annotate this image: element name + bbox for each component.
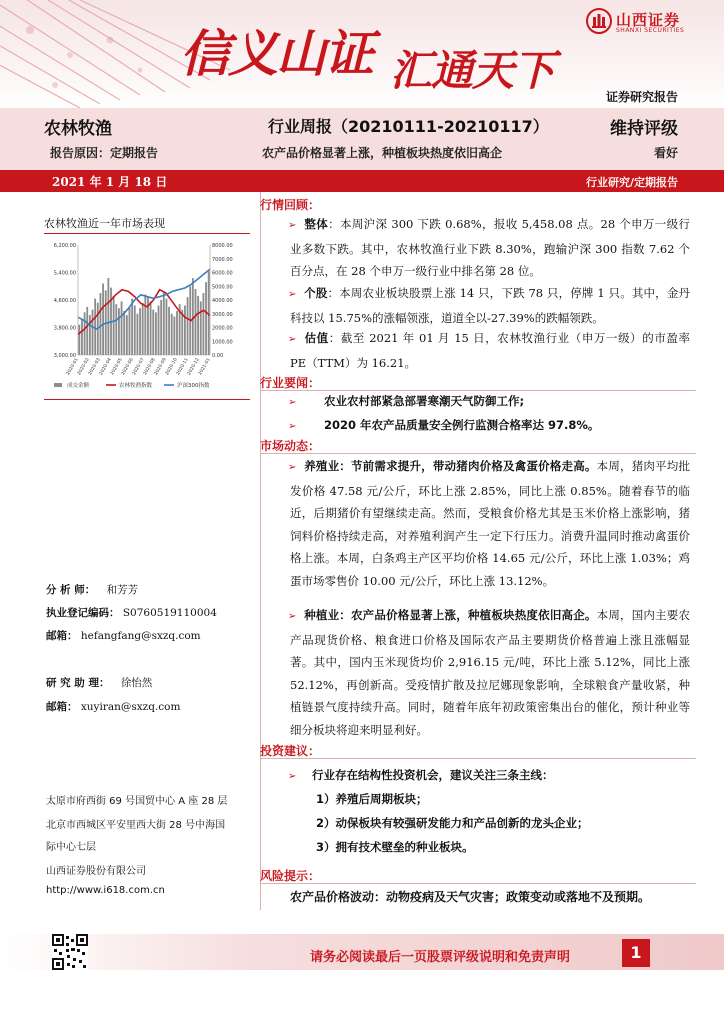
- logo-name-cn: 山西证券: [616, 11, 681, 29]
- news-item-1: [290, 393, 524, 409]
- volume-bar: [113, 296, 115, 355]
- y-right-tick-label: 7000.00: [212, 256, 233, 263]
- planting-label: 种植业：农产品价格显著上涨，种植板块热度依旧高企。: [304, 608, 597, 622]
- volume-bar: [78, 325, 80, 355]
- x-tick-label: 2020-07: [131, 357, 146, 377]
- arrow-icon: ➢: [288, 421, 297, 432]
- y-right-tick-label: 1000.00: [212, 339, 233, 346]
- market-chart: [44, 215, 250, 401]
- email2-line: [46, 699, 180, 714]
- news-1-text: 农业农村部紧急部署寒潮天气防御工作;: [324, 394, 525, 408]
- volume-bar: [100, 293, 102, 355]
- section-rule: [260, 453, 696, 454]
- x-tick-label: 2020-02: [76, 357, 91, 377]
- y-right-tick-label: 3000.00: [212, 311, 233, 318]
- section-invest-title: 投资建议：: [260, 744, 321, 758]
- y-left-tick-label: 4,600.00: [53, 298, 76, 304]
- arrow-icon: ➢: [288, 289, 297, 300]
- volume-bar: [123, 311, 125, 355]
- arrow-icon: ➢: [288, 462, 297, 473]
- section-risk-title: 风险提示：: [260, 869, 321, 883]
- address-line-2: 北京市西城区平安里西大街 28 号中海国: [46, 820, 226, 831]
- volume-bar: [197, 296, 199, 355]
- report-headline: 农产品价格显著上涨，种植板块热度依旧高企: [262, 146, 503, 160]
- market-breeding: [290, 455, 690, 592]
- section-market-title: 市场动态：: [260, 439, 321, 453]
- email2-link[interactable]: xuyiran@sxzq.com: [80, 701, 181, 713]
- address-line-1: 太原市府西街 69 号国贸中心 A 座 28 层: [46, 796, 228, 807]
- arrow-icon: ➢: [288, 611, 297, 622]
- volume-bar: [136, 314, 138, 355]
- invest-main: [290, 767, 554, 783]
- news-item-2: [290, 417, 599, 433]
- report-type: 行业研究/定期报告: [585, 176, 678, 189]
- volume-bar: [176, 311, 178, 355]
- assistant-name: 徐怡然: [120, 677, 153, 689]
- legend-label: 沪深300指数: [177, 383, 210, 389]
- chart-canvas: [44, 237, 250, 397]
- x-tick-label: 2020-04: [98, 357, 113, 377]
- assistant-line: [46, 675, 152, 690]
- volume-bar: [115, 304, 117, 355]
- invest-main-text: 行业存在结构性投资机会，建议关注三条主线：: [312, 768, 554, 782]
- analyst-label: 分 析 师：: [46, 584, 96, 596]
- cert-label: 执业登记编码：: [46, 607, 120, 619]
- x-tick-label: 2020-08: [142, 357, 157, 377]
- email-line: [46, 628, 201, 643]
- y-left-tick-label: 3,800.00: [53, 325, 76, 332]
- volume-bar: [187, 297, 189, 355]
- volume-bar: [86, 307, 88, 355]
- y-left-tick-label: 6,200.00: [53, 243, 76, 249]
- chart-title: 农林牧渔近一年市场表现: [44, 217, 165, 230]
- section-rule: [260, 758, 696, 759]
- disclaimer: 请务必阅读最后一页股票评级说明和免责声明: [310, 950, 571, 965]
- overall-label: 整体: [304, 217, 329, 231]
- volume-bar: [181, 310, 183, 355]
- volume-bar: [102, 284, 104, 356]
- arrow-icon: ➢: [288, 771, 297, 782]
- volume-bar: [144, 295, 146, 356]
- cert-value: S0760519110004: [122, 607, 217, 619]
- qr-code-icon: [52, 934, 88, 970]
- overall-text: ：本周沪深 300 下跌 0.68%，报收 5,458.08 点。28 个申万一级行业多数下跌。其中，农林牧渔行业下跌 8.30%，跑输沪深 300 指数 7.62 个百分点，在 28 个申万一级行业中排名第 28 位。: [290, 217, 691, 278]
- valuation-label: 估值: [304, 331, 329, 345]
- section-news-title: 行业要闻：: [260, 376, 321, 390]
- news-2-text: 2020 年农产品质量安全例行监测合格率达 97.8%。: [324, 418, 600, 432]
- analyst-name: 和芳芳: [106, 584, 139, 596]
- volume-bar: [94, 299, 96, 355]
- y-right-tick-label: 8000.00: [212, 243, 233, 249]
- volume-bar: [92, 310, 94, 355]
- volume-bar: [107, 278, 109, 355]
- planting-text: 本周，国内主要农产品现货价格、粮食进口价格及国际农产品主要期货价格普遍上涨且涨幅显著。其中，国内玉米现货均价 2,916.15 元/吨，环比上涨 5.12%，同比上涨 52.12%，再创新高。受疫情扩散及拉尼娜现象影响，全球粮食产量收紧，种植链景气度持续升高。同时，随着年底年初政策密集出台的催化，预计种业等细分板块将迎来明显利好。: [290, 608, 691, 737]
- x-tick-label: 2020-05: [109, 357, 124, 377]
- volume-bar: [131, 299, 133, 355]
- volume-bar: [200, 301, 202, 355]
- company-website[interactable]: http://www.i618.com.cn: [46, 885, 165, 896]
- column-divider: [260, 192, 261, 910]
- volume-bar: [192, 278, 194, 355]
- y-right-tick-label: 6000.00: [212, 270, 233, 277]
- risk-text: 农产品价格波动：动物疫病及天气灾害；政策变动或落地不及预期。: [290, 890, 651, 904]
- y-right-tick-label: 5000.00: [212, 284, 233, 291]
- chart-top-rule: [44, 233, 250, 234]
- arrow-icon: ➢: [288, 397, 297, 408]
- section-review-title: 行情回顾：: [260, 198, 321, 212]
- email-label: 邮箱：: [46, 630, 78, 642]
- report-title: 行业周报（20210111-20210117）: [268, 117, 549, 136]
- page-number: 1: [622, 939, 650, 967]
- cert-line: [46, 605, 217, 620]
- stock-label: 个股: [304, 286, 328, 300]
- volume-bar: [205, 282, 207, 355]
- company-name: 山西证券股份有限公司: [46, 866, 146, 877]
- volume-bar: [152, 310, 154, 355]
- y-right-tick-label: 2000.00: [212, 325, 233, 332]
- x-tick-label: 2020-12: [186, 357, 201, 377]
- report-header: [0, 108, 724, 170]
- volume-bar: [168, 307, 170, 355]
- invest-item-1: 1）养殖后周期板块；: [316, 792, 428, 806]
- y-right-tick-label: 4000.00: [212, 298, 233, 304]
- chart-bottom-rule: [44, 399, 250, 400]
- date-bar: [0, 170, 724, 192]
- review-overall: [290, 213, 690, 283]
- x-tick-label: 2020-01: [65, 357, 80, 377]
- report-kind: 证券研究报告: [605, 90, 678, 104]
- email2-label: 邮箱：: [46, 701, 78, 713]
- volume-bar: [121, 301, 123, 355]
- volume-bar: [129, 307, 131, 355]
- x-tick-label: 2020-03: [87, 357, 102, 377]
- volume-bar: [139, 308, 141, 355]
- legend-swatch: [54, 383, 62, 387]
- volume-bar: [171, 314, 173, 355]
- volume-bar: [142, 303, 144, 355]
- logo-mark-icon: [586, 8, 612, 34]
- banner: [0, 0, 724, 108]
- x-tick-label: 2020-10: [164, 357, 179, 377]
- x-tick-label: 2020-09: [153, 357, 168, 377]
- address-line-3: 际中心七层: [46, 842, 96, 853]
- arrow-icon: ➢: [288, 334, 297, 345]
- volume-bar: [150, 301, 152, 355]
- section-rule: [260, 883, 696, 884]
- volume-bar: [184, 306, 186, 356]
- volume-bar: [166, 299, 168, 355]
- volume-bar: [155, 312, 157, 355]
- y-left-tick-label: 5,400.00: [53, 270, 76, 277]
- y-left-tick-label: 3,000.00: [53, 353, 76, 359]
- market-planting: [290, 604, 690, 741]
- assistant-label: 研 究 助 理：: [46, 677, 110, 689]
- volume-bar: [118, 308, 120, 355]
- email-link[interactable]: hefangfang@sxzq.com: [80, 630, 201, 642]
- volume-bar: [81, 319, 83, 355]
- volume-bar: [173, 317, 175, 356]
- x-tick-label: 2021-01: [197, 357, 212, 377]
- review-stock: [290, 282, 690, 329]
- volume-bar: [134, 306, 136, 356]
- invest-item-2: 2）动保板块有较强研发能力和产品创新的龙头企业；: [316, 816, 589, 830]
- report-reason: 报告原因：定期报告: [50, 146, 159, 160]
- report-date: 2021 年 1 月 18 日: [52, 175, 168, 189]
- volume-bar: [202, 293, 204, 355]
- volume-bar: [89, 315, 91, 355]
- volume-bar: [84, 312, 86, 355]
- company-logo: [586, 8, 716, 38]
- analyst-line: [46, 582, 138, 597]
- volume-bar: [158, 306, 160, 356]
- legend-label: 农林牧渔指数: [119, 383, 153, 389]
- volume-bar: [195, 289, 197, 355]
- x-tick-label: 2020-11: [175, 357, 190, 377]
- slogan-right: 汇通天下: [390, 46, 555, 95]
- section-rule: [260, 390, 696, 391]
- y-right-tick-label: 0.00: [212, 353, 224, 359]
- rating: 维持评级: [610, 119, 678, 139]
- x-tick-label: 2020-06: [120, 357, 135, 377]
- rating-view: 看好: [653, 146, 678, 160]
- review-valuation: [290, 327, 690, 374]
- arrow-icon: ➢: [288, 220, 297, 231]
- stock-text: ：本周农业板块股票上涨 14 只，下跌 78 只，停牌 1 只。其中，金丹科技以 15.75%的涨幅领涨，道道全以-27.39%的跌幅领跌。: [290, 286, 690, 325]
- volume-bar: [163, 292, 165, 355]
- valuation-text: ：截至 2021 年 01 月 15 日，农林牧渔行业（申万一级）的市盈率 PE（TTM）为 16.21。: [290, 331, 690, 370]
- volume-bar: [160, 300, 162, 355]
- volume-bar: [126, 315, 128, 355]
- slogan-left: 信义山证: [180, 24, 372, 83]
- breeding-text: 本周，猪肉平均批发价格 47.58 元/公斤，环比上涨 2.85%，同比上涨 0.85%。随着春节的临近，后期猪价有望继续走高。然而，受粮食价格尤其是玉米价格上涨影响，猪饲料价格持续走高，对养殖利润产生一定下行压力。消费升温同时推动禽蛋价格上涨。本周，白条鸡主产区平均价格 14.65 元/公斤，环比上涨 1.03%；鸡蛋市场零售价 10.00 元/公斤，环比上涨 13.12%。: [290, 459, 691, 588]
- breeding-label: 养殖业：节前需求提升，带动猪肉价格及禽蛋价格走高。: [304, 459, 597, 473]
- logo-name-en: SHANXI SECURITIES: [616, 27, 685, 34]
- legend-label: 成交金额: [67, 383, 90, 389]
- sector-name: 农林牧渔: [44, 119, 112, 139]
- invest-item-3: 3）拥有技术壁垒的种业板块。: [316, 840, 474, 854]
